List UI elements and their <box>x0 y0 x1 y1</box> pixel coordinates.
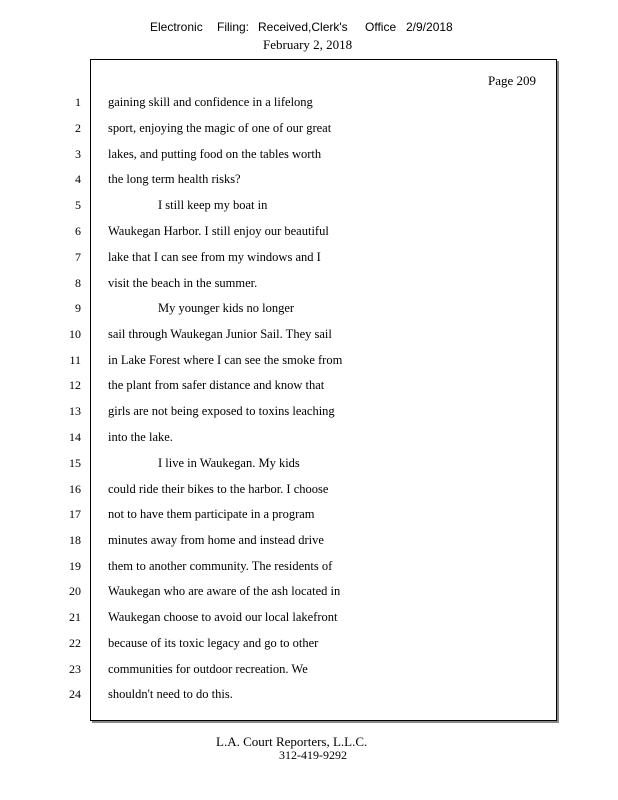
line-text: Waukegan choose to avoid our local lakefront <box>108 610 338 624</box>
line-text: minutes away from home and instead drive <box>108 533 324 547</box>
line-number: 21 <box>69 610 81 624</box>
line-number: 23 <box>69 662 81 676</box>
line-text: I still keep my boat in <box>158 198 268 212</box>
line-number: 9 <box>75 301 81 315</box>
line-number: 12 <box>69 378 81 392</box>
line-number: 4 <box>75 172 81 186</box>
line-text: in Lake Forest where I can see the smoke from <box>108 353 343 367</box>
line-number: 20 <box>69 584 81 598</box>
line-text: My younger kids no longer <box>158 301 295 315</box>
filing-stamp-received: Received,Clerk's <box>258 20 348 34</box>
line-number: 2 <box>75 121 81 135</box>
court-reporter-phone: 312-419-9292 <box>279 748 347 762</box>
line-text: the long term health risks? <box>108 172 241 186</box>
line-text: Waukegan Harbor. I still enjoy our beautiful <box>108 224 329 238</box>
line-number: 8 <box>75 276 81 290</box>
line-number: 22 <box>69 636 81 650</box>
line-number: 11 <box>69 353 81 367</box>
filing-stamp-filing: Filing: <box>217 20 250 34</box>
line-text: communities for outdoor recreation. We <box>108 662 308 676</box>
line-number: 5 <box>75 198 81 212</box>
line-text: sail through Waukegan Junior Sail. They sail <box>108 327 332 341</box>
line-number: 13 <box>69 404 81 418</box>
line-text: because of its toxic legacy and go to other <box>108 636 319 650</box>
transcript-date: February 2, 2018 <box>263 37 353 52</box>
filing-stamp-electronic: Electronic <box>150 20 203 34</box>
line-text: them to another community. The residents of <box>108 559 333 573</box>
line-text: Waukegan who are aware of the ash located in <box>108 584 341 598</box>
line-text: I live in Waukegan. My kids <box>158 456 300 470</box>
line-text: sport, enjoying the magic of one of our great <box>108 121 332 135</box>
line-text: the plant from safer distance and know that <box>108 378 325 392</box>
line-number: 3 <box>75 147 81 161</box>
line-number: 17 <box>69 507 81 521</box>
line-number: 19 <box>69 559 81 573</box>
line-number: 16 <box>69 482 81 496</box>
line-text: into the lake. <box>108 430 173 444</box>
line-text: could ride their bikes to the harbor. I choose <box>108 482 329 496</box>
line-number: 14 <box>69 430 81 444</box>
line-text: shouldn't need to do this. <box>108 687 233 701</box>
line-number: 6 <box>75 224 81 238</box>
filing-stamp-office: Office <box>365 20 397 34</box>
filing-stamp-date: 2/9/2018 <box>406 20 453 34</box>
line-number: 1 <box>75 95 81 109</box>
line-text: visit the beach in the summer. <box>108 276 258 290</box>
line-text: not to have them participate in a program <box>108 507 315 521</box>
line-text: lakes, and putting food on the tables worth <box>108 147 322 161</box>
line-number: 7 <box>75 250 81 264</box>
line-number: 15 <box>69 456 81 470</box>
line-number: 24 <box>69 687 81 701</box>
line-text: lake that I can see from my windows and I <box>108 250 321 264</box>
line-text: gaining skill and confidence in a lifelong <box>108 95 313 109</box>
page-number: Page 209 <box>488 73 537 88</box>
court-reporter-name: L.A. Court Reporters, L.L.C. <box>216 734 368 749</box>
line-text: girls are not being exposed to toxins leaching <box>108 404 335 418</box>
line-number: 18 <box>69 533 81 547</box>
line-number: 10 <box>69 327 81 341</box>
